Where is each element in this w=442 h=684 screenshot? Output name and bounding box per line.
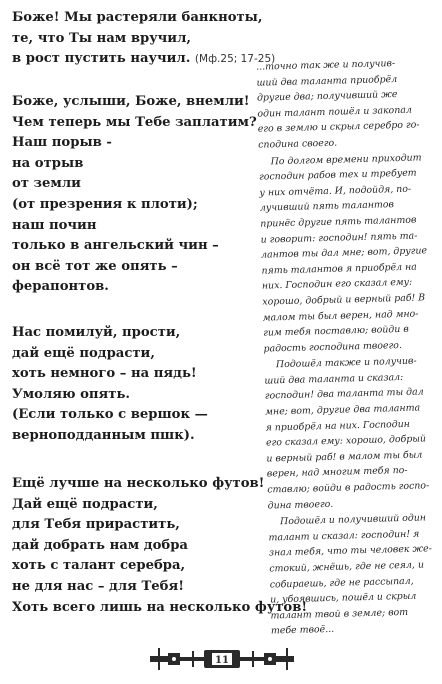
handwritten-line: гим тебя поставлю; войди в: [263, 323, 409, 339]
poem-line-text: в рост пустить научил.: [12, 51, 191, 67]
handwritten-line: сподина своего.: [258, 137, 338, 151]
poem-line: для Тебя прирастить,: [12, 517, 180, 533]
handwritten-line: его сказал ему: хорошо, добрый: [265, 433, 427, 449]
handwritten-line: стокий, жнёшь, где не сеял, и: [269, 559, 425, 575]
handwritten-line: малом ты был верен, над мно-: [262, 308, 419, 324]
handwritten-line: Подошёл и получивший один: [279, 512, 427, 528]
poem-line: дай добрать нам добра: [12, 537, 188, 553]
handwritten-line: знал тебя, что ты человек же-: [268, 543, 432, 559]
poem-line: Умоляю опять.: [12, 386, 131, 402]
handwritten-line: господин! два таланта ты дал: [264, 386, 424, 403]
handwritten-line: пять талантов я приобрёл на: [261, 261, 417, 277]
handwritten-line: верен, над многим тебя по-: [266, 465, 408, 480]
poem-line: от земли: [12, 176, 81, 192]
poem-line: Боже! Мы растеряли банкноты,: [12, 10, 263, 25]
poem-line: Нас помилуй, прости,: [12, 325, 181, 340]
poem-line: (от презрения к плоти);: [12, 196, 198, 212]
handwritten-line: мне; вот, другие два таланта: [265, 402, 421, 418]
handwritten-paragraph: [252, 353, 442, 514]
poem-line: наш почин: [12, 217, 97, 233]
handwritten-line: радость господина твоего.: [263, 339, 403, 355]
page-number: 11: [215, 655, 229, 666]
poem-line: он всё тот же опять –: [12, 258, 178, 274]
stanza-3: [12, 323, 208, 447]
poem-line: Хоть всего лишь на несколько футов!: [12, 599, 308, 615]
handwritten-line: другие два; получивший же: [256, 89, 398, 104]
handwritten-line: его в землю и скрыл серебро го-: [257, 119, 420, 136]
handwritten-line: тебе твоё...: [270, 624, 335, 637]
handwritten-line: Подошёл также и получив-: [275, 355, 417, 371]
handwritten-line: талант и сказал: господин! я: [268, 528, 420, 544]
poem-line: Дай ещё подрасти,: [12, 496, 158, 512]
stanza-2: [12, 92, 257, 298]
handwritten-line: у них отчёта. И, подойдя, по-: [259, 183, 412, 199]
poem-line: (Если только с вершок —: [12, 407, 208, 423]
poem-line: Наш порыв -: [12, 135, 112, 151]
bookplate-ornament: [148, 645, 298, 673]
poem-line: только в ангельский чин –: [12, 238, 219, 254]
handwritten-line: лучивший пять талантов: [259, 199, 395, 214]
handwritten-line: один талант пошёл и закопал: [257, 104, 412, 120]
poem-line: на отрыв: [12, 155, 84, 171]
handwritten-line: дина твоего.: [267, 498, 334, 512]
handwritten-gospel-excerpt: [244, 55, 442, 641]
handwritten-paragraph: [244, 55, 436, 154]
poem-line: хоть немного – на пядь!: [12, 366, 197, 382]
handwritten-line: талант твой в земле; вот: [270, 606, 409, 622]
handwritten-line: хорошо, добрый и верный раб! В: [262, 292, 426, 308]
handwritten-line: По долгом времени приходит: [270, 151, 422, 167]
handwritten-line: и верный раб! в малом ты был: [266, 449, 423, 465]
handwritten-line: и, убоявшись, пошёл и скрыл: [270, 590, 417, 606]
handwritten-line: принёс другие пять талантов: [260, 214, 417, 230]
handwritten-line: них. Господин его сказал ему:: [261, 276, 413, 292]
poem-line: дай ещё подрасти,: [12, 345, 155, 361]
stanza-1: [12, 8, 275, 70]
poem-line: Чем теперь мы Тебе заплатим?: [12, 114, 257, 130]
poem-line: [12, 49, 275, 70]
poem-line: Боже, услыши, Боже, внемли!: [12, 94, 250, 109]
poem-line: ферапонтов.: [12, 279, 109, 295]
handwritten-line: и говорит: господин! пять та-: [260, 230, 418, 246]
handwritten-line: ший два таланта приобрёл: [256, 73, 398, 89]
poem-line: те, что Ты нам вручил,: [12, 30, 191, 46]
handwritten-line: ставлю; войди в радость госпо-: [267, 480, 430, 496]
handwritten-line: ший два таланта и сказал:: [264, 371, 404, 387]
poem-line: верноподданным пшк).: [12, 427, 195, 443]
poem-line: Ещё лучше на несколько футов!: [12, 476, 265, 491]
handwritten-paragraph: [256, 510, 442, 640]
handwritten-line: ...точно так же и получив-: [256, 58, 396, 73]
handwritten-line: господин рабов тех и требует: [258, 167, 417, 183]
handwritten-line: лантов ты дал мне; вот, другие: [260, 245, 428, 261]
poem-line: хоть с талант серебра,: [12, 558, 186, 574]
scripture-reference: (Мф.25; 17-25): [194, 53, 276, 66]
handwritten-paragraph: [246, 150, 441, 358]
handwritten-line: собираешь, где не рассыпал,: [269, 575, 414, 591]
handwritten-line: я приобрёл на них. Господин: [265, 418, 411, 434]
poem-line: не для нас – для Тебя!: [12, 578, 185, 594]
